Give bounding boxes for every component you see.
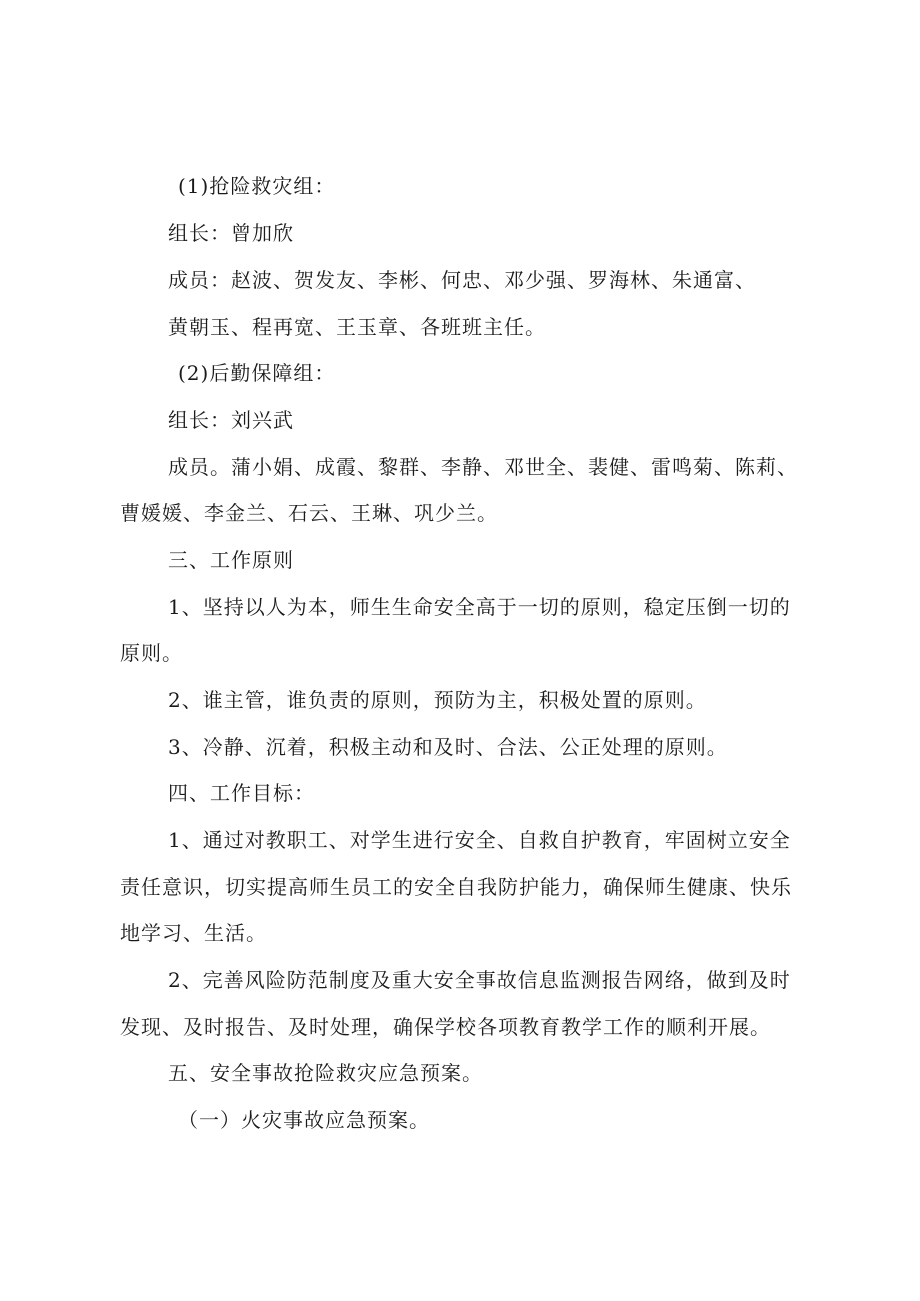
rescue-group-members-line-1: 成员：赵波、贺发友、李彬、何忠、邓少强、罗海林、朱通富、: [168, 268, 756, 292]
principle-3: 3、冷静、沉着，积极主动和及时、合法、公正处理的原则。: [168, 735, 728, 759]
subsection-title-logistics-group: (2)后勤保障组：: [178, 361, 336, 385]
section-heading-principles: 三、工作原则: [168, 548, 294, 572]
subsection-title-rescue-group: (1)抢险救灾组：: [178, 174, 336, 198]
principle-1-line-2: 原则。: [120, 641, 183, 665]
goal-1-line-1: 1、通过对教职工、对学生进行安全、自救自护教育，牢固树立安全: [168, 828, 791, 852]
logistics-group-leader: 组长：刘兴武: [168, 408, 294, 432]
goal-2-line-1: 2、完善风险防范制度及重大安全事故信息监测报告网络，做到及时: [168, 968, 791, 992]
goal-2-line-2: 发现、及时报告、及时处理，确保学校各项教育教学工作的顺利开展。: [120, 1015, 771, 1039]
principle-1-line-1: 1、坚持以人为本，师生生命安全高于一切的原则，稳定压倒一切的: [168, 595, 791, 619]
goal-1-line-3: 地学习、生活。: [120, 921, 267, 945]
principle-2: 2、谁主管，谁负责的原则，预防为主，积极处置的原则。: [168, 688, 707, 712]
rescue-group-members-line-2: 黄朝玉、程再宽、王玉章、各班班主任。: [168, 315, 546, 339]
rescue-group-leader: 组长：曾加欣: [168, 221, 294, 245]
section-heading-goals: 四、工作目标：: [168, 781, 315, 805]
logistics-group-members-line-2: 曹媛媛、李金兰、石云、王琳、巩少兰。: [120, 501, 498, 525]
logistics-group-members-line-1: 成员。蒲小娟、成霞、黎群、李静、邓世全、裴健、雷鸣菊、陈莉、: [168, 455, 798, 479]
goal-1-line-2: 责任意识，切实提高师生员工的安全自我防护能力，确保师生健康、快乐: [120, 875, 792, 899]
section-heading-emergency-plan: 五、安全事故抢险救灾应急预案。: [168, 1061, 483, 1085]
subsection-title-fire-plan: （一）火灾事故应急预案。: [178, 1108, 430, 1132]
